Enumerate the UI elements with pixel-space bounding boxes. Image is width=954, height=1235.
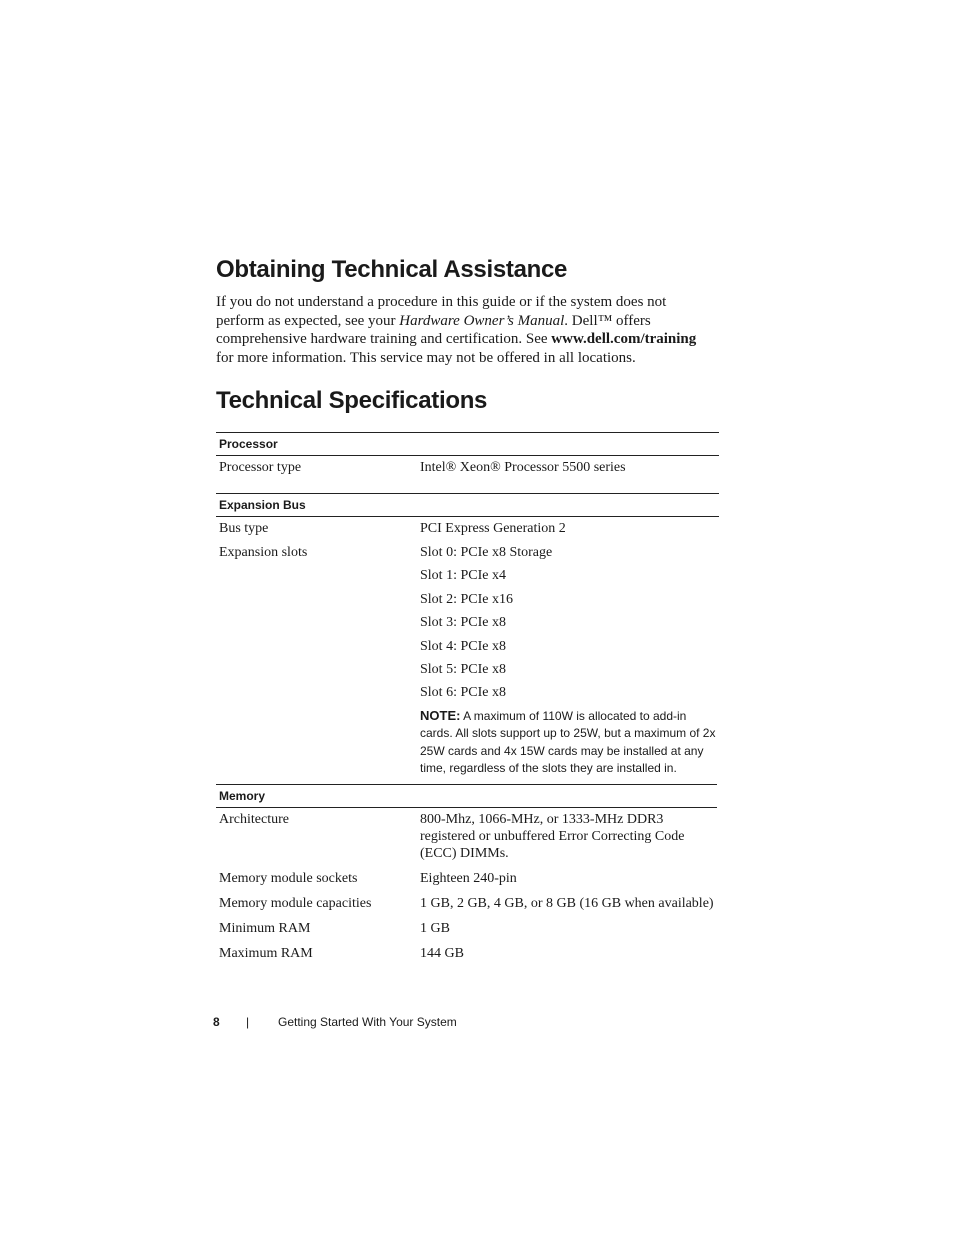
list-item: Slot 6: PCIe x8	[420, 685, 506, 701]
page-number: 8	[213, 1015, 220, 1029]
list-item: Slot 5: PCIe x8	[420, 661, 506, 677]
row-label: Memory module capacities	[219, 895, 372, 911]
section-expansion-bus: Expansion Bus	[216, 493, 719, 517]
heading-technical-specifications: Technical Specifications	[216, 387, 488, 414]
intro-text-1: If you do not understand a procedure in this guide or if the system does not perform as expected, see your	[216, 294, 667, 329]
specs-table	[216, 432, 719, 962]
heading-technical-assistance: Obtaining Technical Assistance	[216, 256, 568, 283]
row-value: 1 GB, 2 GB, 4 GB, or 8 GB (16 GB when available)	[420, 895, 714, 911]
table-row	[216, 920, 719, 937]
list-item: Slot 3: PCIe x8	[420, 615, 506, 631]
list-item: Slot 2: PCIe x16	[420, 591, 513, 607]
note-text: A maximum of 110W is allocated to add-in cards. All slots support up to 25W, but a maximum of 2x 25W cards and 4x 15W cards may be installed at any time, regardless of the slots they are installed in.	[420, 708, 716, 776]
note-block	[420, 707, 716, 784]
intro-paragraph	[216, 293, 716, 367]
table-row	[216, 811, 719, 862]
row-label: Minimum RAM	[219, 920, 311, 936]
note-label: NOTE:	[420, 707, 461, 723]
manual-title: Hardware Owner’s Manual	[399, 312, 565, 329]
intro-text-2: . Dell™ offers comprehensive hardware training and certification. See	[216, 312, 651, 348]
table-row	[216, 459, 719, 476]
row-label: Maximum RAM	[219, 945, 313, 961]
row-value: PCI Express Generation 2	[420, 521, 566, 536]
row-label: Memory module sockets	[219, 870, 358, 886]
row-value: 800-Mhz, 1066-MHz, or 1333-MHz DDR3 registered or unbuffered Error Correcting Code (ECC) DIMMs.	[420, 811, 685, 861]
row-label: Bus type	[219, 521, 269, 536]
table-row	[216, 520, 719, 537]
row-value: Eighteen 240-pin	[420, 870, 517, 886]
row-value: Intel® Xeon® Processor 5500 series	[420, 460, 626, 475]
row-value: 144 GB	[420, 945, 464, 961]
row-label: Expansion slots	[219, 545, 308, 560]
section-memory: Memory	[216, 784, 717, 808]
row-label: Architecture	[219, 811, 289, 827]
row-value: 1 GB	[420, 920, 450, 936]
section-processor: Processor	[216, 432, 719, 456]
table-row	[216, 870, 719, 887]
table-row	[216, 544, 719, 784]
slot-list	[420, 544, 716, 784]
row-label: Processor type	[219, 460, 302, 475]
list-item: Slot 4: PCIe x8	[420, 638, 506, 654]
footer-title: Getting Started With Your System	[278, 1015, 457, 1029]
list-item: Slot 0: PCIe x8 Storage	[420, 545, 553, 560]
list-item: Slot 1: PCIe x4	[420, 568, 506, 584]
table-row	[216, 945, 719, 962]
table-row	[216, 895, 719, 912]
training-link[interactable]: www.dell.com/training	[551, 331, 697, 348]
footer-separator: |	[246, 1015, 250, 1029]
intro-text-3: for more information. This service may not be offered in all locations.	[216, 349, 636, 366]
